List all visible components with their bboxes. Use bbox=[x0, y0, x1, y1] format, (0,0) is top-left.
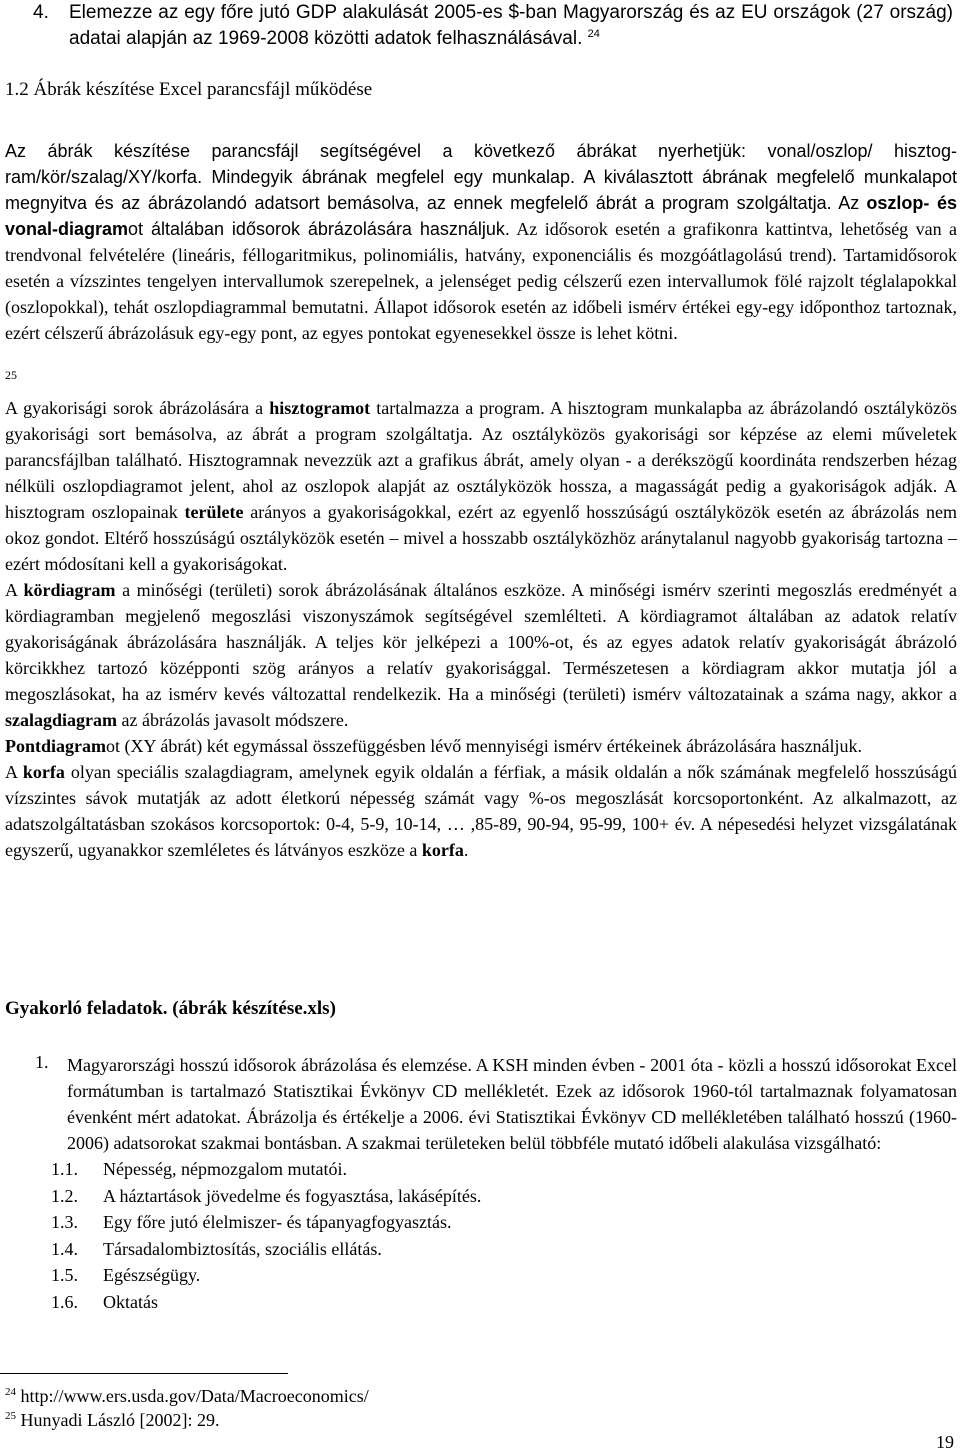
subitem-text: Társadalombiztosítás, szociális ellátás. bbox=[103, 1238, 382, 1259]
paragraph-text: A bbox=[5, 762, 18, 782]
subitem-number: 1.6. bbox=[51, 1291, 78, 1312]
footnote-text: Hunyadi László [2002]: 29. bbox=[20, 1410, 220, 1430]
bold-term-szalagdiagram: szalagdiagram bbox=[5, 710, 117, 730]
list-item-text: Elemezze az egy főre jutó GDP alakulását 2005-es $-ban Magyarország és az EU országok (27 ország) adatai alapján az 1969-2008 közötti adatok felhasználásával. bbox=[69, 2, 953, 49]
exercise-item bbox=[35, 1052, 957, 1156]
footnote-number: 24 bbox=[5, 1386, 16, 1398]
bold-term-pontdiagram: Pontdiagram bbox=[5, 736, 106, 756]
paragraph-text: olyan speciális szalagdiagram, amelynek egyik oldalán a férfiak, a másik oldalán a nők számának megfelelő hosszúságú vízszintes sávok mutatják az adott életkorú népesség számát vagy %-os megoszlását korcsoportonként. Az alkalmazott, az adatszolgáltatásban szokásos korcsoportok: 0-4, 5-9, 10-14, … ,85-89, 90-94, 95-99, 100+ év. A népesedési helyzet vizsgálatának egyszerű, ugyanakkor szemléletes és látványos eszköze a bbox=[5, 762, 958, 860]
subitem-text: Oktatás bbox=[103, 1291, 158, 1312]
exercise-number: 1. bbox=[35, 1052, 49, 1072]
exercise-subitem bbox=[0, 1236, 957, 1263]
paragraph-chart-descriptions bbox=[5, 395, 957, 863]
bold-term-oszlop-vonal: oszlop- és vonal-diagram bbox=[5, 193, 958, 239]
subitem-text: A háztartások jövedelme és fogyasztása, lakásépítés. bbox=[103, 1185, 482, 1206]
footnote-ref-24[interactable]: 24 bbox=[587, 28, 600, 40]
footnote-number: 25 bbox=[5, 1410, 16, 1422]
paragraph-text: Az idősorok esetén a grafikonra kattintva, lehetőség van a trendvonal felvételére (lineáris, féllogaritmikus, polinomiális, hatvány, exponenciális és mozgóátlagolású trend). Tartamidősorok esetén a vízszintes tengelyen intervallumok szerepelnek, a jelenséget pedig célszerű ezen intervallumok fölé rajzolt téglalapokkal (oszlopokkal), tehát oszlopdiagrammal bemutatni. Állapot idősorok esetén az időbeli ismérv értékei egy-egy időponthoz tartoznak, ezért célszerű ábrázolásuk egy-egy pont, az egyes pontokat egyenesekkel össze is lehet kötni. bbox=[5, 219, 957, 343]
subitem-number: 1.1. bbox=[51, 1159, 78, 1179]
footnote-24 bbox=[5, 1384, 369, 1408]
paragraph-text: . bbox=[463, 840, 469, 860]
paragraph-text: tartalmazza a program. A hisztogram munkalapba az ábrázolandó osztályközös gyakorisági sort bemásolva, az ábrát a program szolgáltatja. Az osztályközös gyakorisági sor képzése az elemi műveletek parancsfájlban található. Hisztogramnak nevezzük azt a grafikus ábrát, amely olyan - a derékszögű koordináta rendszerben hézag nélküli oszlopdiagramot jelent, ahol az oszlopok alapját az osztályközök hossza, a magasságát pedig a gyakoriságok adják. A hisztogram oszlopainak bbox=[5, 398, 957, 522]
exercise-subitem bbox=[0, 1289, 957, 1316]
exercises-heading: Gyakorló feladatok. (ábrák készítése.xls) bbox=[5, 998, 336, 1019]
bold-term-terulete: területe bbox=[184, 502, 244, 522]
bold-term-kordiagram: kördiagram bbox=[23, 580, 116, 600]
paragraph-text: A bbox=[5, 580, 18, 600]
bold-term-korfa: korfa bbox=[421, 840, 464, 860]
footnote-separator bbox=[0, 1373, 288, 1374]
footnote-25 bbox=[5, 1408, 219, 1432]
subitem-text: Népesség, népmozgalom mutatói. bbox=[103, 1159, 347, 1179]
footnote-ref-25[interactable]: 25 bbox=[5, 368, 17, 382]
exercise-subitem bbox=[0, 1156, 957, 1183]
paragraph-chart-types bbox=[5, 138, 957, 346]
subitem-text: Egy főre jutó élelmiszer- és tápanyagfogyasztás. bbox=[103, 1212, 452, 1232]
paragraph-text: a minőségi (területi) sorok ábrázolásának általános eszköze. A minőségi ismérv szerinti megoszlás eredményét a kördiagramban megjelenő megoszlási viszonyszámok segítségével szemlélteti. A kördiagramot általában az adatok relatív gyakoriságának ábrázolására használják. A teljes kör jelképezi a 100%-ot, és az egyes adatok relatív gyakoriságát ábrázoló körcikkhez tartozó középponti szög arányos a relatív gyakorisággal. Természetesen a kördiagram akkor mutatja jól a megoszlásokat, ha az ismérv kevés változattal rendelkezik. Ha a minőségi (területi) ismérv változatainak a száma nagy, akkor a bbox=[5, 580, 958, 704]
paragraph-text: Az ábrák készítése parancsfájl segítségével a következő ábrákat nyerhetjük: vonal/oszlop/ hisztog- bbox=[5, 141, 957, 161]
bold-term-hisztogram: hisztogramot bbox=[269, 398, 371, 418]
paragraph-text: ot általában idősorok ábrázolására használjuk. bbox=[128, 219, 510, 239]
subitem-number: 1.3. bbox=[51, 1212, 78, 1232]
exercise-text: Magyarországi hosszú idősorok ábrázolása és elemzése. A KSH minden évben - 2001 óta - közli a hosszú idősorokat Excel formátumban is tartalmazó Statisztikai Évkönyv CD mellékletét. Ezek az idősorok 1960-tól tartalmaznak folyamatosan évenként mért adatokat. Ábrázolja és értékelje a 2006. évi Statisztikai Évkönyv CD mellékletében található hosszú (1960-2006) adatsorokat szakmai bontásban. A szakmai területeken belül többféle mutató időbeli alakulása vizsgálható: bbox=[67, 1055, 957, 1153]
bold-term-korfa: korfa bbox=[22, 762, 65, 782]
subitem-number: 1.5. bbox=[51, 1265, 78, 1285]
exercise-list bbox=[0, 1052, 957, 1315]
subitem-number: 1.4. bbox=[51, 1238, 78, 1259]
section-heading: 1.2 Ábrák készítése Excel parancsfájl működése bbox=[5, 79, 373, 100]
exercise-subitem bbox=[0, 1209, 957, 1236]
exercise-subitem bbox=[0, 1183, 957, 1210]
paragraph-text: az ábrázolás javasolt módszere. bbox=[121, 710, 349, 730]
list-item-number: 4. bbox=[33, 2, 49, 23]
list-item-4 bbox=[33, 0, 953, 52]
paragraph-text: ram/kör/szalag/XY/korfa. Mindegyik ábrának megfelel egy munkalap. A kiválasztott ábrának megfelelő munkalapot megnyitva és az ábrázolandó adatsort bemásolva, az ennek megfelelő ábrát a program szolgáltatja. Az bbox=[5, 167, 957, 213]
subitem-number: 1.2. bbox=[51, 1185, 78, 1206]
paragraph-text: ot (XY ábrát) két egymással összefüggésben lévő mennyiségi ismérv értékeinek ábrázolására használjuk. bbox=[106, 736, 863, 756]
page-number: 19 bbox=[936, 1432, 954, 1452]
subitem-text: Egészségügy. bbox=[103, 1265, 201, 1285]
footnote-link[interactable]: http://www.ers.usda.gov/Data/Macroeconomics/ bbox=[20, 1386, 369, 1406]
paragraph-text: A gyakorisági sorok ábrázolására a bbox=[5, 398, 264, 418]
paragraph-text: arányos a gyakoriságokkal, ezért az egyenlő hosszúságú osztályközök esetén az ábrázolás nem okoz gondot. Eltérő hosszúságú osztályközök esetén – mivel a hosszabb osztályközhöz aránytalanul nagyobb gyakoriság tartozna – ezért módosítani kell a gyakoriságokat. bbox=[5, 502, 957, 574]
exercise-subitem bbox=[0, 1262, 957, 1289]
